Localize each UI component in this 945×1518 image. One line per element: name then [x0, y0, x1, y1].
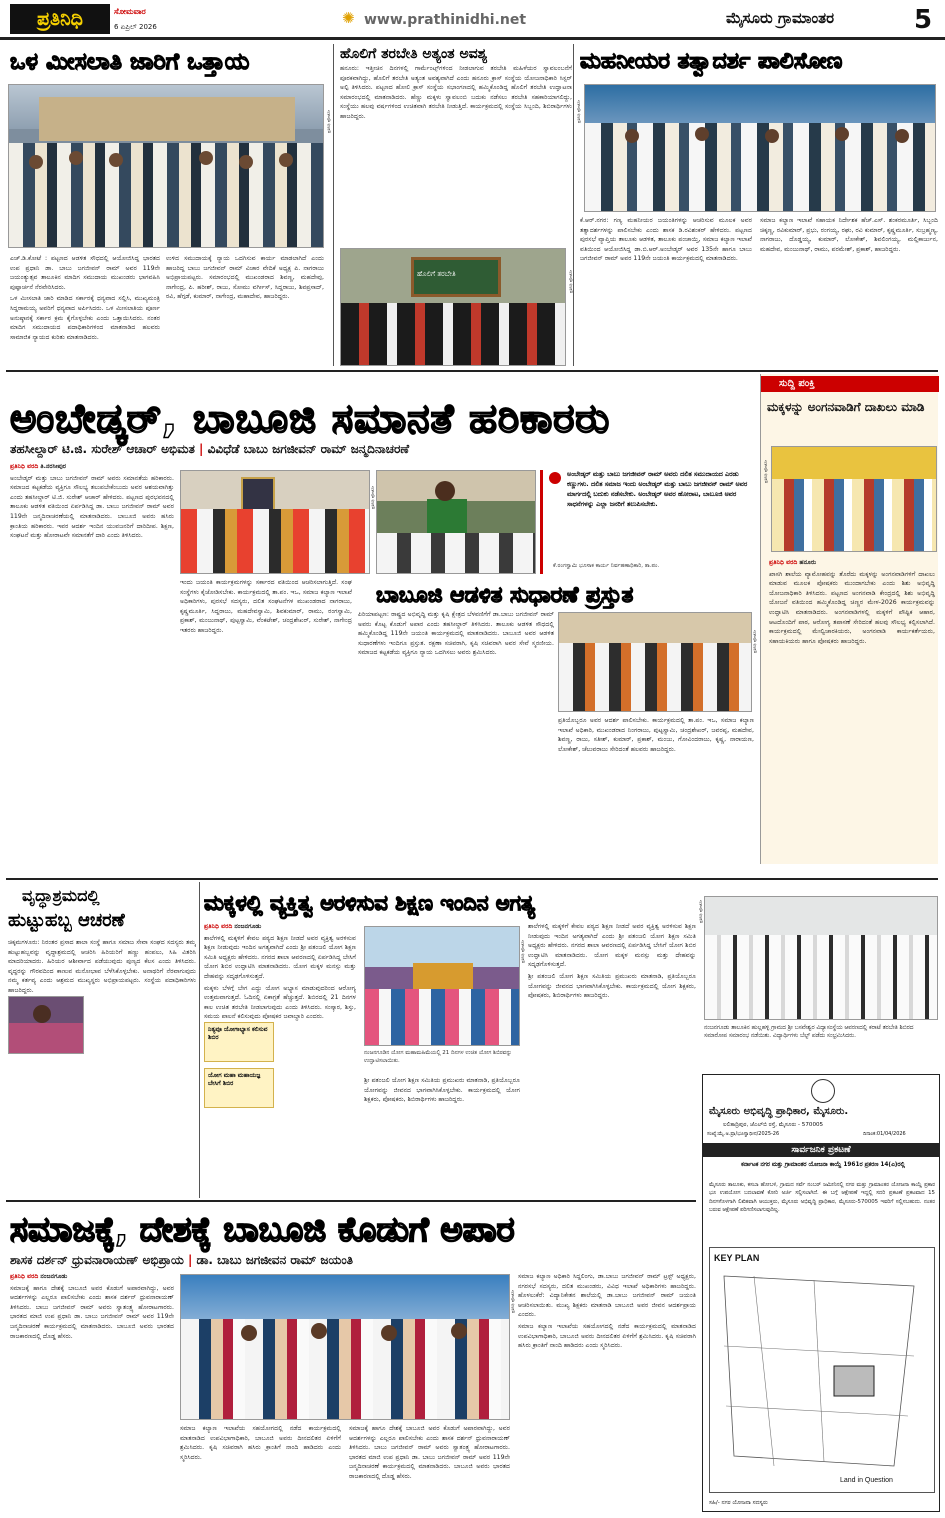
- sidebar: [760, 374, 938, 864]
- lead-headline: ಅಂಬೇಡ್ಕರ್, ಬಾಬೂಜಿ ಸಮಾನತೆ ಹರಿಕಾರರು: [10, 396, 611, 442]
- story9-subhead: [10, 1252, 696, 1269]
- sidebar-title: ಮಕ್ಕಳನ್ನು ಅಂಗನವಾಡಿಗೆ ದಾಖಲು ಮಾಡಿ: [767, 400, 925, 414]
- story7-body-c: ಶ್ರೀ ಪತಂಜಲಿ ಯೋಗ ಶಿಕ್ಷಣ ಸಮಿತಿಯ ಪ್ರಮುಖರು ಮಾತನಾಡಿ, ಪ್ರತಿಯೊಬ್ಬರೂ ಯೋಗವನ್ನು ಜೀವನದ ಭಾಗವಾಗಿಸಿಕೊಳ್ಳಬೇಕು. ಕಾರ್ಯಕ್ರಮದಲ್ಲಿ ಯೋಗ ಶಿಕ್ಷಕರು, ಪೋಷಕರು, ಶಿಬಿರಾರ್ಥಿಗಳು ಹಾಜರಿದ್ದರು.: [364, 1077, 520, 1104]
- masthead-day: ಸೋಮವಾರ: [114, 7, 146, 16]
- section-divider: [6, 370, 938, 372]
- column-divider: [333, 44, 334, 366]
- story9-subhead-right: ಡಾ. ಬಾಬು ಜಗಜೀವನ ರಾಮ್ ಜಯಂತಿ: [196, 1253, 353, 1267]
- lead-photo-left: [180, 470, 370, 574]
- map-road: [814, 1280, 824, 1462]
- story7-body-d: ಶಾಲೆಗಳಲ್ಲಿ ಮಕ್ಕಳಿಗೆ ಕೇವಲ ಪಠ್ಯದ ಶಿಕ್ಷಣ ನೀಡದೆ ಅವರ ವ್ಯಕ್ತಿತ್ವ ಅರಳಿಸುವ ಶಿಕ್ಷಣ ನೀಡುವುದು ಇಂದಿನ ಅಗತ್ಯವಾಗಿದೆ ಎಂದು ಶ್ರೀ ಪತಂಜಲಿ ಯೋಗ ಶಿಕ್ಷಣ ಸಮಿತಿ ಅಧ್ಯಕ್ಷರು ಹೇಳಿದರು. ನಗರದ ಶಾಲಾ ಆವರಣದಲ್ಲಿ ಏರ್ಪಡಿಸಿದ್ದ ಬೇಸಿಗೆ ಯೋಗ ಶಿಬಿರ ಉದ್ಘಾಟಿಸಿ ಮಾತನಾಡಿದರು. ಯೋಗ ಮಕ್ಕಳ ಮನಸ್ಸು ಮತ್ತು ದೇಹವನ್ನು ಸದೃಢಗೊಳಿಸುತ್ತದೆ. ಶ್ರೀ ಪತಂಜಲಿ ಯೋಗ ಶಿಕ್ಷಣ ಸಮಿತಿಯ ಪ್ರಮುಖರು ಮಾತನಾಡಿ, ಪ್ರತಿಯೊಬ್ಬರೂ ಯೋಗವನ್ನು ಜೀವನದ ಭಾಗವಾಗಿಸಿಕೊಳ್ಳಬೇಕು. ಕಾರ್ಯಕ್ರಮದಲ್ಲಿ ಯೋಗ ಶಿಕ್ಷಕರು, ಪೋಷಕರು, ಶಿಬಿರಾರ್ಥಿಗಳು ಹಾಜರಿದ್ದರು.: [528, 923, 696, 1000]
- masthead-site-link[interactable]: www.prathinidhi.net: [364, 12, 527, 28]
- story7-photo-credit: ಪ್ರತಿನಿಧಿ ಫೋಟೋ: [520, 940, 525, 964]
- lead-body-a: ಪ್ರತಿನಿಧಿ ವರದಿ ತಿ.ನರಸೀಪುರ ಅಂಬೇಡ್ಕರ್ ಮತ್ತು ಬಾಬು ಜಗಜೀವನ್ ರಾಮ್ ಅವರು ಸಮಾನತೆಯ ಹರಿಕಾರರು. ಸಮಾಜದ ಕಟ್ಟಕಡೆಯ ವ್ಯಕ್ತಿಗೂ ಸೌಲಭ್ಯ ತಲುಪಬೇಕೆಂಬುದು ಅವರ ಆಶಯವಾಗಿತ್ತು ಎಂದು ತಹಸೀಲ್ದಾರ್ ಟಿ.ಜಿ. ಸುರೇಶ್ ಆಚಾರ್ ಹೇಳಿದರು. ಪಟ್ಟಣದ ಪುರಭವನದಲ್ಲಿ ತಾಲೂಕು ಆಡಳಿತ ವತಿಯಿಂದ ಏರ್ಪಡಿಸಿದ್ದ ಡಾ. ಬಾಬು ಜಗಜೀವನ್ ರಾಮ್ ಅವರ 119ನೇ ಜನ್ಮದಿನಾಚರಣೆಯಲ್ಲಿ ಮಾತನಾಡಿದರು. ಬಾಬೂಜಿ ಅವರು ಹಸಿರು ಕ್ರಾಂತಿಯ ಹರಿಕಾರರು. ಇವರ ಆದರ್ಶ ಇಂದಿನ ಯುವಜನರಿಗೆ ದಾರಿದೀಪ. ಶಿಕ್ಷಣ, ಸಂಘಟನೆ ಮತ್ತು ಹೋರಾಟವೇ ಸಮಾನತೆಗೆ ದಾರಿ ಎಂದು ತಿಳಿಸಿದರು.: [10, 463, 174, 540]
- lead-place: ತಿ.ನರಸೀಪುರ: [40, 463, 67, 470]
- lead-body-b: ಇಂದು ಜಯಂತಿ ಕಾರ್ಯಕ್ರಮಗಳನ್ನು ಸರ್ಕಾರದ ವತಿಯಿಂದ ಆಚರಿಸಲಾಗುತ್ತಿದೆ. ಸಂಘ ಸಂಸ್ಥೆಗಳು ಕೈಜೋಡಿಸಬೇಕು. ಕಾರ್ಯಕ್ರಮದಲ್ಲಿ ತಾ.ಪಂ. ಇಒ, ಸಮಾಜ ಕಲ್ಯಾಣ ಇಲಾಖೆ ಅಧಿಕಾರಿಗಳು, ಪುರಸಭೆ ಸದಸ್ಯರು, ದಲಿತ ಸಂಘಟನೆಗಳ ಮುಖಂಡರಾದ ನಾಗರಾಜು, ಕೃಷ್ಣಮೂರ್ತಿ, ಸಿದ್ದರಾಜು, ಮಹದೇವಸ್ವಾಮಿ, ಶಿವಕುಮಾರ್, ರಾಮು, ರಂಗಸ್ವಾಮಿ, ಪ್ರಕಾಶ್, ಮಂಜುನಾಥ್, ಪುಟ್ಟಸ್ವಾಮಿ, ವೆಂಕಟೇಶ್, ಚಂದ್ರಶೇಖರ್, ಸುರೇಶ್, ನಾಗೇಂದ್ರ ಇತರರು ಹಾಜರಿದ್ದರು.: [180, 579, 352, 635]
- lead-quote-attribution: ಕೆ.ರಂಗಸ್ವಾಮಿ ಭೂಸಾಕ ಕಾರ್ಯ ನಿರ್ವಹಣಾಧಿಕಾರಿ, ತಾ.ಪಂ.: [553, 563, 660, 569]
- story6-body: ಚಿಕ್ಕಮಗಳೂರು: ನಿರಂತರ ಪ್ರಸಾದ ಶಾಲಾ ಸಂಸ್ಥೆ ಹಾಗೂ ಸಮಾಜ ಸೇವಾ ಸಂಘದ ಸದಸ್ಯರು ತಮ್ಮ ಹುಟ್ಟುಹಬ್ಬವನ್ನು ವೃದ್ಧಾಶ್ರಮದಲ್ಲಿ ಆಚರಿಸಿ ಹಿರಿಯರಿಗೆ ಹಣ್ಣು ಹಂಪಲು, ಸಿಹಿ ವಿತರಿಸಿ ಮಾದರಿಯಾದರು. ಹಿರಿಯರ ಆಶೀರ್ವಾದ ಪಡೆಯುವುದು ಪುಣ್ಯದ ಕೆಲಸ ಎಂದು ತಿಳಿಸಿದರು. ವೃದ್ಧರನ್ನು ಗೌರವದಿಂದ ಕಾಣುವ ಮನೋಭಾವ ಬೆಳೆಸಿಕೊಳ್ಳಬೇಕು. ಅನಾಥರಿಗೆ ನೆರವಾಗುವುದು ನಮ್ಮ ಕರ್ತವ್ಯ ಎಂದು ಆಶ್ರಮದ ಮುಖ್ಯಸ್ಥರು ಅಭಿಪ್ರಾಯಪಟ್ಟರು. ಸಂಸ್ಥೆಯ ಪದಾಧಿಕಾರಿಗಳು ಹಾಜರಿದ್ದರು.: [8, 939, 196, 995]
- story8-photo: [704, 896, 938, 1020]
- story9-body-b: ಸಮಾಜ ಕಲ್ಯಾಣ ಇಲಾಖೆಯ ಸಹಯೋಗದಲ್ಲಿ ನಡೆದ ಕಾರ್ಯಕ್ರಮದಲ್ಲಿ ಮಾತನಾಡಿದ ಉಪವಿಭಾಗಾಧಿಕಾರಿ, ಬಾಬೂಜಿ ಅವರು ದೀನದಲಿತರ ಏಳಿಗೆಗೆ ಶ್ರಮಿಸಿದರು. ಕೃಷಿ ಸಚಿವರಾಗಿ ಹಸಿರು ಕ್ರಾಂತಿಗೆ ನಾಂದಿ ಹಾಡಿದರು ಎಂದು ಸ್ಮರಿಸಿದರು. ಸಮಾಜಕ್ಕೆ ಹಾಗೂ ದೇಶಕ್ಕೆ ಬಾಬೂಜಿ ಅವರ ಕೊಡುಗೆ ಅಪಾರವಾಗಿದ್ದು, ಅವರ ಆದರ್ಶಗಳನ್ನು ಎಲ್ಲರೂ ಪಾಲಿಸಬೇಕು ಎಂದು ಶಾಸಕ ದರ್ಶನ್ ಧ್ರುವನಾರಾಯಣ್ ತಿಳಿಸಿದರು. ಬಾಬು ಜಗಜೀವನ್ ರಾಮ್ ಅವರು ಸ್ವಾತಂತ್ರ್ಯ ಹೋರಾಟಗಾರರು. ಭಾರತದ ಮಾಜಿ ಉಪ ಪ್ರಧಾನಿ ಡಾ. ಬಾಬು ಜಗಜೀವನ್ ರಾಮ್ ಅವರ 119ನೇ ಜನ್ಮದಿನಾಚರಣೆ ಕಾರ್ಯಕ್ರಮದಲ್ಲಿ ಮಾತನಾಡಿದರು. ಬಾಬೂಜಿ ಅವರು ಭಾರತದ ರಾಜಕಾರಣದಲ್ಲಿ ದೊಡ್ಡ ಹೆಸರು.: [180, 1425, 510, 1481]
- story7-highlight-box-2: ಯೋಗ ಮಹಾ ಮಹಾಯಜ್ಞ ಬೇಸಿಗೆ ಶಿಬಿರ: [204, 1068, 274, 1108]
- land-in-question-label: Land in Question: [840, 1477, 893, 1484]
- story3-body-a: ಕೆ.ಆರ್.ನಗರ: ಗಣ್ಯ ಮಹನೀಯರ ಜಯಂತಿಗಳನ್ನು ಆಚರಿಸುವ ಮೂಲಕ ಅವರ ತತ್ವಾದರ್ಶಗಳನ್ನು ಪಾಲಿಸಬೇಕು ಎಂದು ಶಾಸಕ ಡಿ.ರವಿಶಂಕರ್ ಹೇಳಿದರು. ಪಟ್ಟಣದ ಪುರಸಭೆ ವ್ಯಾಪ್ತಿಯ ತಾಲೂಕು ಆಡಳಿತ, ತಾಲೂಕು ಪಂಚಾಯ್ತಿ, ಸಮಾಜ ಕಲ್ಯಾಣ ಇಲಾಖೆ ವತಿಯಿಂದ ಆಯೋಜಿಸಿದ್ದ ಡಾ.ಬಿ.ಆರ್.ಅಂಬೇಡ್ಕರ್ ಅವರ 135ನೇ ಹಾಗೂ ಬಾಬು ಜಗಜೀವನ್ ರಾಮ್ ಅವರ 119ನೇ ಜಯಂತಿ ಕಾರ್ಯಕ್ರಮದಲ್ಲಿ ಮಾತನಾಡಿದರು.: [580, 217, 752, 263]
- story1-photo-credit: ಪ್ರತಿನಿಧಿ ಫೋಟೋ: [326, 110, 331, 134]
- story7-highlight-box-1: ನಿತ್ಯವೂ ಯೋಗಾಭ್ಯಾಸ ಕಲಿಸುವ ಶಿಬಿರ: [204, 1022, 274, 1062]
- sidebar-header: ಸುದ್ದಿ ಪಂಕ್ತಿ: [761, 376, 939, 392]
- land-in-question-marker: [834, 1366, 874, 1396]
- story5-body-a: ಪಿರಿಯಾಪಟ್ಟಣ: ರಾಷ್ಟ್ರದ ಅಭಿವೃದ್ಧಿ ಮತ್ತು ಕೃಷಿ ಕ್ಷೇತ್ರದ ಬೆಳವಣಿಗೆಗೆ ಡಾ.ಬಾಬು ಜಗಜೀವನ್ ರಾಮ್ ಅವರು ಕೊಟ್ಟ ಕೊಡುಗೆ ಅಪಾರ ಎಂದು ತಹಸೀಲ್ದಾರ್ ತಿಳಿಸಿದರು. ತಾಲೂಕು ಆಡಳಿತ ಸೌಧದಲ್ಲಿ ಹಮ್ಮಿಕೊಂಡಿದ್ದ 119ನೇ ಜಯಂತಿ ಕಾರ್ಯಕ್ರಮದಲ್ಲಿ ಮಾತನಾಡಿದರು. ಬಾಬೂಜಿ ಅವರ ಆಡಳಿತ ಸುಧಾರಣೆಗಳು ಇಂದಿಗೂ ಪ್ರಸ್ತುತ. ರಕ್ಷಣಾ ಸಚಿವರಾಗಿ, ಕೃಷಿ ಸಚಿವರಾಗಿ ಅವರ ಸೇವೆ ಸ್ಮರಣೀಯ. ಸಮಾಜದ ಕಟ್ಟಕಡೆಯ ವ್ಯಕ್ತಿಗೂ ನ್ಯಾಯ ಒದಗಿಸಲು ಅವರು ಶ್ರಮಿಸಿದರು.: [358, 611, 554, 657]
- lead-quote-text: ಅಂಬೇಡ್ಕರ್ ಮತ್ತು ಬಾಬು ಜಗಜೀವನ್ ರಾಮ್ ಅವರು ದಲಿತ ಸಮುದಾಯದ ಎರಡು ಕಣ್ಣುಗಳು. ದಲಿತ ಸಮಾಜ ಇಂದು ಅಂಬೇಡ್ಕರ್ ಮತ್ತು ಬಾಬು ಜಗಜೀವನ್ ರಾಮ್ ಅವರ ಮಾರ್ಗದಲ್ಲಿ ಬದುಕು ನಡೆಸಬೇಕು. ಅಂಬೇಡ್ಕರ್ ಅವರ ಹೋರಾಟ, ಬಾಬೂಜಿ ಅವರ ಸಾಧನೆಗಳನ್ನು ಎಲ್ಲಾ ಜನರಿಗೆ ತಲುಪಿಸಬೇಕು.: [567, 470, 748, 508]
- notice-body: ಮೈಸೂರು ತಾಲೂಕು, ಕಸಬಾ ಹೋಬಳಿ, ಗ್ರಾಮದ ಸರ್ವೆ ನಂಬರ್ ಜಮೀನಿನಲ್ಲಿ ನಗರ ಮತ್ತು ಗ್ರಾಮಾಂತರ ಯೋಜನಾ ಕಾಯ್ದೆ ಪ್ರಕಾರ ಭೂ ಉಪಯೋಗ ಬದಲಾವಣೆ ಕೋರಿ ಅರ್ಜಿ ಸಲ್ಲಿಸಲಾಗಿದೆ. ಈ ಬಗ್ಗೆ ಆಕ್ಷೇಪಣೆ ಇದ್ದಲ್ಲಿ ಸದರಿ ಪ್ರಕಟಣೆ ಪ್ರಕಟವಾದ 15 ದಿನಗಳೊಳಗಾಗಿ ಲಿಖಿತವಾಗಿ ಆಯುಕ್ತರು, ಮೈಸೂರು ಅಭಿವೃದ್ಧಿ ಪ್ರಾಧಿಕಾರ, ಮೈಸೂರು-570005 ಇವರಿಗೆ ಸಲ್ಲಿಸಬಹುದು. ನಂತರ ಬರುವ ಆಕ್ಷೇಪಣೆ ಪರಿಗಣಿಸಲಾಗುವುದಿಲ್ಲ.: [709, 1182, 935, 1214]
- masthead-date: 6 ಏಪ್ರಿಲ್ 2026: [114, 23, 157, 31]
- column-divider: [199, 882, 200, 1198]
- notice-signature: ಸಹಿ/- ನಗರ ಯೋಜನಾ ಸದಸ್ಯರು: [709, 1500, 768, 1506]
- story5-photo: [558, 612, 752, 712]
- story9-body-a: ಪ್ರತಿನಿಧಿ ವರದಿ ನಂಜನಗೂಡು ಸಮಾಜಕ್ಕೆ ಹಾಗೂ ದೇಶಕ್ಕೆ ಬಾಬೂಜಿ ಅವರ ಕೊಡುಗೆ ಅಪಾರವಾಗಿದ್ದು, ಅವರ ಆದರ್ಶಗಳನ್ನು ಎಲ್ಲರೂ ಪಾಲಿಸಬೇಕು ಎಂದು ಶಾಸಕ ದರ್ಶನ್ ಧ್ರುವನಾರಾಯಣ್ ತಿಳಿಸಿದರು. ಬಾಬು ಜಗಜೀವನ್ ರಾಮ್ ಅವರು ಸ್ವಾತಂತ್ರ್ಯ ಹೋರಾಟಗಾರರು. ಭಾರತದ ಮಾಜಿ ಉಪ ಪ್ರಧಾನಿ ಡಾ. ಬಾಬು ಜಗಜೀವನ್ ರಾಮ್ ಅವರ 119ನೇ ಜನ್ಮದಿನಾಚರಣೆ ಕಾರ್ಯಕ್ರಮದಲ್ಲಿ ಮಾತನಾಡಿದರು. ಬಾಬೂಜಿ ಅವರು ಭಾರತದ ರಾಜಕಾರಣದಲ್ಲಿ ದೊಡ್ಡ ಹೆಸರು.: [10, 1273, 174, 1340]
- story9-subhead-left: ಶಾಸಕ ದರ್ಶನ್ ಧ್ರುವನಾರಾಯಣ್ ಅಭಿಪ್ರಾಯ: [10, 1253, 184, 1267]
- story2-headline: ಹೊಲಿಗೆ ತರಬೇತಿ ಅತ್ಯಂತ ಅವಶ್ಯ: [340, 46, 488, 62]
- sidebar-body: ಪ್ರತಿನಿಧಿ ವರದಿ ಹನೂರು ಖಾಸಗಿ ಶಾಲೆಯ ವ್ಯಾಮೋಹವನ್ನು ತೊರೆದು ಮಕ್ಕಳನ್ನು ಅಂಗನವಾಡಿಗಳಿಗೆ ದಾಖಲು ಮಾಡುವ ಮೂಲಕ ಪೋಷಕರು ಮುಂದಾಗಬೇಕು ಎಂದು ಶಿಶು ಅಭಿವೃದ್ಧಿ ಯೋಜನಾಧಿಕಾರಿ ತಿಳಿಸಿದರು. ಪಟ್ಟಣದ ಅಂಗನವಾಡಿ ಕೇಂದ್ರದಲ್ಲಿ ಶಿಶು ಅಭಿವೃದ್ಧಿ ಯೋಜನೆ ವತಿಯಿಂದ ಹಮ್ಮಿಕೊಂಡಿದ್ದ ಚಿಣ್ಣರ ಮೇಳ-2026 ಕಾರ್ಯಕ್ರಮವನ್ನು ಉದ್ಘಾಟಿಸಿ ಮಾತನಾಡಿದರು. ಅಂಗನವಾಡಿಗಳಲ್ಲಿ ಮಕ್ಕಳಿಗೆ ಪೌಷ್ಟಿಕ ಆಹಾರ, ಆಟದೊಂದಿಗೆ ಪಾಠ, ಆರೋಗ್ಯ ತಪಾಸಣೆ ಸೇರಿದಂತೆ ಹಲವು ಸೌಲಭ್ಯ ಕಲ್ಪಿಸಲಾಗಿದೆ. ಕಾರ್ಯಕ್ರಮದಲ್ಲಿ ಮೇಲ್ವಿಚಾರಕಿಯರು, ಅಂಗನವಾಡಿ ಕಾರ್ಯಕರ್ತೆಯರು, ಸಹಾಯಕಿಯರು ಹಾಗೂ ಪೋಷಕರು ಹಾಜರಿದ್ದರು.: [769, 559, 935, 645]
- story2-body: ಹನೂರು: ಇತ್ತೀಚಿನ ದಿನಗಳಲ್ಲಿ ಗಾರ್ಮೆಂಟ್ಸ್‌ಗಳಿಂದ ನೀಡಲಾಗುವ ತರಬೇತಿ ಮಹಿಳೆಯರ ಸ್ವಾವಲಂಬನೆಗೆ ಪೂರಕವಾಗಿದ್ದು, ಹೊಲಿಗೆ ತರಬೇತಿ ಅತ್ಯಂತ ಅವಶ್ಯವಾಗಿದೆ ಎಂದು ಹನೂರು ಕ್ರಾಸ್ ಸಂಸ್ಥೆಯ ಯೋಜನಾಧಿಕಾರಿ ಸಿಸ್ಟರ್ ಅಲ್ಫಿ ತಿಳಿಸಿದರು. ಪಟ್ಟಣದ ಹೋಲಿ ಕ್ರಾಸ್ ಸಂಸ್ಥೆಯ ಸಭಾಂಗಣದಲ್ಲಿ ಹಮ್ಮಿಕೊಂಡಿದ್ದ ಹೊಲಿಗೆ ತರಬೇತಿ ಉದ್ಘಾಟನಾ ಸಮಾರಂಭದಲ್ಲಿ ಮಾತನಾಡಿದರು. ಹೆಣ್ಣು ಮಕ್ಕಳು ಸ್ವಾವಲಂಬಿ ಬದುಕು ನಡೆಸಲು ತರಬೇತಿ ಸಹಕಾರಿಯಾಗಲಿದ್ದು, ಸಂಸ್ಥೆಯು ಹಲವು ವರ್ಷಗಳಿಂದ ಉಚಿತವಾಗಿ ತರಬೇತಿ ನೀಡುತ್ತಿದೆ. ಕಾರ್ಯಕ್ರಮದಲ್ಲಿ ಸಂಸ್ಥೆಯ ಸಿಬ್ಬಂದಿ, ಶಿಬಿರಾರ್ಥಿಗಳು ಹಾಜರಿದ್ದರು.: [340, 65, 572, 121]
- story9-place: ನಂಜನಗೂಡು: [40, 1273, 68, 1280]
- section-divider: [6, 878, 938, 880]
- story3-headline: ಮಹನೀಯರ ತತ್ವಾದರ್ಶ ಪಾಲಿಸೋಣ: [580, 49, 843, 74]
- lead-byline: ಪ್ರತಿನಿಧಿ ವರದಿ: [10, 463, 39, 470]
- story2-photo: [340, 248, 566, 366]
- quote-icon: [549, 472, 561, 484]
- story7-body-a: ಪ್ರತಿನಿಧಿ ವರದಿ ನಂಜನಗೂಡು ಶಾಲೆಗಳಲ್ಲಿ ಮಕ್ಕಳಿಗೆ ಕೇವಲ ಪಠ್ಯದ ಶಿಕ್ಷಣ ನೀಡದೆ ಅವರ ವ್ಯಕ್ತಿತ್ವ ಅರಳಿಸುವ ಶಿಕ್ಷಣ ನೀಡುವುದು ಇಂದಿನ ಅಗತ್ಯವಾಗಿದೆ ಎಂದು ಶ್ರೀ ಪತಂಜಲಿ ಯೋಗ ಶಿಕ್ಷಣ ಸಮಿತಿ ಅಧ್ಯಕ್ಷರು ಹೇಳಿದರು. ನಗರದ ಶಾಲಾ ಆವರಣದಲ್ಲಿ ಏರ್ಪಡಿಸಿದ್ದ ಬೇಸಿಗೆ ಯೋಗ ಶಿಬಿರ ಉದ್ಘಾಟಿಸಿ ಮಾತನಾಡಿದರು. ಯೋಗ ಮಕ್ಕಳ ಮನಸ್ಸು ಮತ್ತು ದೇಹವನ್ನು ಸದೃಢಗೊಳಿಸುತ್ತದೆ. ಮಕ್ಕಳು ಬೆಳಗ್ಗೆ ಬೇಗ ಎದ್ದು ಯೋಗ ಅಭ್ಯಾಸ ಮಾಡುವುದರಿಂದ ಆರೋಗ್ಯ ಉತ್ತಮವಾಗುತ್ತದೆ. ಓದಿನಲ್ಲಿ ಏಕಾಗ್ರತೆ ಹೆಚ್ಚುತ್ತದೆ. ಶಿಬಿರದಲ್ಲಿ 21 ದಿನಗಳ ಕಾಲ ಉಚಿತ ತರಬೇತಿ ನೀಡಲಾಗುವುದು ಎಂದು ತಿಳಿಸಿದರು. ಸಂಸ್ಕಾರ, ಶಿಸ್ತು, ಸಮಯ ಪಾಲನೆ ಕಲಿಸುವುದು ಪೋಷಕರ ಜವಾಬ್ದಾರಿ ಎಂದರು.: [204, 923, 356, 1021]
- story3-photo: [584, 84, 936, 212]
- story3-body-b: ಸಮಾಜ ಕಲ್ಯಾಣ ಇಲಾಖೆ ಸಹಾಯಕ ನಿರ್ದೇಶಕ ಹೆಚ್.ಎಸ್. ಶಂಕರಮೂರ್ತಿ, ಸಿಬ್ಬಂದಿ ಚಿಕ್ಕಣ್ಣ, ರವಿಕುಮಾರ್, ಪ್ರಭು, ರಂಗಯ್ಯ, ರಘು, ರವಿ ಕುಮಾರ್, ಕೃಷ್ಣಮೂರ್ತಿ, ಸುಬ್ರಹ್ಮಣ್ಯ, ನಾಗರಾಜು, ದೊಡ್ಡಯ್ಯ, ಕುಮಾರ್, ಲೋಕೇಶ್, ಶಿವಲಿಂಗಯ್ಯ, ಮಲ್ಲಿಕಾರ್ಜುನ, ಮಹದೇವ, ಮಂಜುನಾಥ್, ರಾಮು, ಪರಮೇಶ್, ಪ್ರಕಾಶ್, ಹಾಜರಿದ್ದರು.: [760, 217, 938, 253]
- story7-byline: ಪ್ರತಿನಿಧಿ ವರದಿ: [204, 923, 233, 930]
- story9-photo-credit: ಪ್ರತಿನಿಧಿ ಫೋಟೋ: [510, 1290, 515, 1314]
- lead-subhead-left: ತಹಸೀಲ್ದಾರ್ ಟಿ.ಜಿ. ಸುರೇಶ್ ಆಚಾರ್ ಅಭಿಮತ: [10, 442, 195, 456]
- subhead-separator: |: [199, 442, 208, 456]
- lead-subhead-right: ವಿವಿಧೆಡೆ ಬಾಬು ಜಗಜೀವನ್ ರಾಮ್ ಜನ್ಮದಿನಾಚರಣೆ: [207, 442, 410, 456]
- notice-emblem: [811, 1079, 835, 1103]
- lead-photo-right: [376, 470, 536, 574]
- notice-reference: ಸಂಖ್ಯೆ:ಮೈ.ಅ.ಪ್ರಾ/ಭೂಸ್ವಾಧೀನ/2025-26: [707, 1131, 780, 1137]
- story2-photo-credit: ಪ್ರತಿನಿಧಿ ಫೋಟೋ: [568, 270, 573, 294]
- story1-body-a: ಎಚ್.ಡಿ.ಕೋಟೆ : ಪಟ್ಟಣದ ಆಡಳಿತ ಸೌಧದಲ್ಲಿ ಆಯೋಜಿಸಿದ್ದ ಭಾರತದ ಉಪ ಪ್ರಧಾನಿ ಡಾ. ಬಾಬು ಜಗಜೀವನ್ ರಾಮ್ ಅವರ 119ನೇ ಜಯಂತ್ಯುತ್ಸವ ತಾಲೂಕಿನ ಮಾದಿಗ ಸಮುದಾಯ ಮುಖಂಡರು ಭಾಗವಹಿಸಿ ಪುಷ್ಪಾರ್ಚನೆ ನೆರವೇರಿಸಿದರು. ಒಳ ಮೀಸಲಾತಿ ಜಾರಿ ಮಾಡಿದ ಸರ್ಕಾರಕ್ಕೆ ಧನ್ಯವಾದ ಸಲ್ಲಿಸಿ, ಮುಖ್ಯಮಂತ್ರಿ ಸಿದ್ದರಾಮಯ್ಯ ಅವರಿಗೆ ಧನ್ಯವಾದ ಅರ್ಪಿಸಿದರು. ಒಳ ಮೀಸಲಾತಿಯ ಪೂರ್ಣ ಅನುಷ್ಠಾನಕ್ಕೆ ಸರ್ಕಾರ ಕ್ರಮ ಕೈಗೊಳ್ಳಬೇಕು ಎಂದು ಒತ್ತಾಯಿಸಿದರು. ನಂತರ ಮಾದಿಗ ಸಮುದಾಯದ ಪದಾಧಿಕಾರಿಗಳಿಂದ ಮಾತನಾಡಿದ ಹಲವರು ಸಾಮಾಜಿಕ ನ್ಯಾಯದ ಕುರಿತು ಮಾತನಾಡಿದರು.: [10, 255, 160, 341]
- story6-headline-line1: ವೃದ್ಧಾಶ್ರಮದಲ್ಲಿ: [22, 886, 100, 905]
- notice-date: ದಿನಾಂಕ:01/04/2026: [863, 1131, 906, 1137]
- story7-place: ನಂಜನಗೂಡು: [234, 923, 262, 930]
- notice-address: ಲಲಿತಾದ್ರಿಪುರ, ಜೆಎಲ್‌ಬಿ ರಸ್ತೆ, ಮೈಸೂರು - 570005: [723, 1122, 824, 1128]
- story9-headline: ಸಮಾಜಕ್ಕೆ, ದೇಶಕ್ಕೆ ಬಾಬೂಜಿ ಕೊಡುಗೆ ಅಪಾರ: [10, 1210, 515, 1250]
- masthead-section: ಮೈಸೂರು ಗ್ರಾಮಾಂತರ: [726, 9, 835, 27]
- story9-body-c: ಸಮಾಜ ಕಲ್ಯಾಣ ಅಧಿಕಾರಿ ಸಿದ್ದಲಿಂಗು, ಡಾ.ಬಾಬು ಜಗಜೀವನ್ ರಾಮ್ ಟ್ರಸ್ಟ್ ಅಧ್ಯಕ್ಷರು, ನಗರಸಭೆ ಸದಸ್ಯರು, ದಲಿತ ಮುಖಂಡರು, ವಿವಿಧ ಇಲಾಖೆ ಅಧಿಕಾರಿಗಳು ಹಾಜರಿದ್ದರು. ಹೊಳಲುಕೆರೆ: ವಿದ್ಯಾನಿಕೇತನ ಶಾಲೆಯಲ್ಲಿ ಡಾ.ಬಾಬು ಜಗಜೀವನ್ ರಾಮ್ ಜಯಂತಿ ಆಚರಿಸಲಾಯಿತು. ಮುಖ್ಯ ಶಿಕ್ಷಕರು ಮಾತನಾಡಿ ಬಾಬೂಜಿ ಅವರ ಜೀವನ ಆದರ್ಶಪ್ರಾಯ ಎಂದರು. ಸಮಾಜ ಕಲ್ಯಾಣ ಇಲಾಖೆಯ ಸಹಯೋಗದಲ್ಲಿ ನಡೆದ ಕಾರ್ಯಕ್ರಮದಲ್ಲಿ ಮಾತನಾಡಿದ ಉಪವಿಭಾಗಾಧಿಕಾರಿ, ಬಾಬೂಜಿ ಅವರು ದೀನದಲಿತರ ಏಳಿಗೆಗೆ ಶ್ರಮಿಸಿದರು. ಕೃಷಿ ಸಚಿವರಾಗಿ ಹಸಿರು ಕ್ರಾಂತಿಗೆ ನಾಂದಿ ಹಾಡಿದರು ಎಂದು ಸ್ಮರಿಸಿದರು.: [518, 1273, 696, 1350]
- notice-authority: ಮೈಸೂರು ಅಭಿವೃದ್ಧಿ ಪ್ರಾಧಿಕಾರ, ಮೈಸೂರು.: [709, 1106, 849, 1117]
- subhead-separator: |: [187, 1253, 197, 1267]
- story5-body-b: ಪ್ರತಿಯೊಬ್ಬರೂ ಅವರ ಆದರ್ಶ ಪಾಲಿಸಬೇಕು. ಕಾರ್ಯಕ್ರಮದಲ್ಲಿ ತಾ.ಪಂ. ಇಒ, ಸಮಾಜ ಕಲ್ಯಾಣ ಇಲಾಖೆ ಅಧಿಕಾರಿ, ಮುಖಂಡರಾದ ನಿಂಗರಾಜು, ಪುಟ್ಟಸ್ವಾಮಿ, ಚಂದ್ರಶೇಖರ್, ಜವರಪ್ಪ, ಮಹದೇವ, ಶಿವಣ್ಣ, ರಾಜು, ಸತೀಶ್, ಕುಮಾರ್, ಪ್ರಕಾಶ್, ಮಂಜು, ಗೋವಿಂದರಾಜು, ಕೃಷ್ಣ, ನಾರಾಯಣ, ಲೋಕೇಶ್, ಚೆಲುವರಾಜು ಸೇರಿದಂತೆ ಹಲವರು ಹಾಜರಿದ್ದರು.: [558, 717, 754, 753]
- story9-photo: [180, 1274, 510, 1420]
- masthead-page-number: 5: [914, 5, 933, 35]
- key-plan-label: KEY PLAN: [714, 1253, 760, 1263]
- notice-subtitle: ಕರ್ನಾಟಕ ನಗರ ಮತ್ತು ಗ್ರಾಮಾಂತರ ಯೋಜನಾ ಕಾಯ್ದೆ 1961ರ ಪ್ರಕರಣ 14(ಎ)ರಲ್ಲಿ: [741, 1162, 905, 1168]
- key-plan-map: [714, 1266, 930, 1476]
- notice-title: ಸಾರ್ವಜನಿಕ ಪ್ರಕಟಣೆ: [703, 1143, 939, 1157]
- story5-photo-credit: ಪ್ರತಿನಿಧಿ ಫೋಟೋ: [752, 630, 757, 654]
- story7-headline: ಮಕ್ಕಳಲ್ಲಿ ವ್ಯಕ್ತಿತ್ವ ಅರಳಿಸುವ ಶಿಕ್ಷಣ ಇಂದಿನ ಅಗತ್ಯ: [204, 891, 536, 915]
- story6-photo: [8, 996, 84, 1054]
- sidebar-photo-credit: ಪ್ರತಿನಿಧಿ ಫೋಟೋ: [763, 460, 768, 484]
- section-divider: [6, 1200, 696, 1202]
- map-road: [754, 1276, 774, 1466]
- story9-byline: ಪ್ರತಿನಿಧಿ ವರದಿ: [10, 1273, 39, 1280]
- sidebar-byline: ಪ್ರತಿನಿಧಿ ವರದಿ: [769, 559, 798, 566]
- masthead-logo: ಪ್ರತಿನಿಧಿ: [10, 4, 110, 34]
- lead-photo-credit: ಪ್ರತಿನಿಧಿ ಫೋಟೋ: [370, 486, 375, 510]
- notice-key-plan: [709, 1247, 935, 1493]
- story7-photo: [364, 926, 520, 1046]
- sun-icon: ✺: [342, 9, 355, 27]
- masthead: [0, 0, 945, 40]
- public-notice: [702, 1074, 940, 1512]
- sidebar-place: ಹನೂರು: [799, 559, 817, 566]
- story1-body-b: ಉಳಿದ ಸಮುದಾಯಕ್ಕೆ ನ್ಯಾಯ ಒದಗಿಸುವ ಕಾರ್ಯ ಮಾಡಲಾಗಿದೆ ಎಂದು ಹಾಜರಿದ್ದ ಬಾಬು ಜಗಜೀವನ್ ರಾಮ್ ವಿಚಾರ ವೇದಿಕೆ ಅಧ್ಯಕ್ಷ ಪಿ. ನಾಗರಾಜು ಅಭಿಪ್ರಾಯಪಟ್ಟರು. ಸಮಾರಂಭದಲ್ಲಿ ಮುಖಂಡರಾದ ಶಿವಣ್ಣ, ಮಹದೇವು, ನಾಗೇಂದ್ರ, ಪಿ. ಹರೀಶ್, ರಾಜು, ಸೋಮು ವರ್ಗೀಸ್, ಸಿದ್ದರಾಜು, ಶಿವಪ್ರಸಾದ್, ರವಿ, ಹೆಗ್ಗಡೆ, ಕುಮಾರ್, ನಾಗೇಂದ್ರ, ಮಹಾದೇವ, ಹಾಜರಿದ್ದರು.: [166, 255, 324, 301]
- story2-photo-banner: ಹೊಲಿಗೆ ತರಬೇತಿ: [417, 270, 456, 278]
- story5-headline: ಬಾಬೂಜಿ ಆಡಳಿತ ಸುಧಾರಣೆ ಪ್ರಸ್ತುತ: [376, 583, 634, 608]
- column-divider: [573, 44, 574, 366]
- sidebar-photo: [771, 446, 937, 552]
- story6-headline-line2: ಹುಟ್ಟುಹಬ್ಬ ಆಚರಣೆ: [8, 910, 125, 931]
- story1-headline: ಒಳ ಮೀಸಲಾತಿ ಜಾರಿಗೆ ಒತ್ತಾಯ: [10, 49, 250, 75]
- story7-caption: ನಂಜನಗೂಡಿನ ಯೋಗ ಮಹಾಮಹಿಮೆಯಲ್ಲಿ 21 ದಿನಗಳ ಉಚಿತ ಯೋಗ ಶಿಬಿರವನ್ನು ಉದ್ಘಾಟಿಸಲಾಯಿತು.: [364, 1050, 512, 1064]
- story1-photo: [8, 84, 324, 248]
- story8-photo-credit: ಪ್ರತಿನಿಧಿ ಫೋಟೋ: [698, 900, 703, 924]
- map-road: [726, 1406, 908, 1416]
- lead-quote-box: [540, 470, 754, 574]
- story3-photo-credit: ಪ್ರತಿನಿಧಿ ಫೋಟೋ: [576, 100, 581, 124]
- lead-subhead: [10, 441, 756, 458]
- story8-caption: ನಂಜನಗೂಡು ತಾಲೂಕಿನ ಹುಲ್ಲಹಳ್ಳಿ ಗ್ರಾಮದ ಶ್ರೀ ಬಸವೇಶ್ವರ ವಿದ್ಯಾಸಂಸ್ಥೆಯ ಆವರಣದಲ್ಲಿ ಕರಾಟೆ ತರಬೇತಿ ಶಿಬಿರದ ಸಮಾರೋಪ ಸಮಾರಂಭ ನಡೆಯಿತು. ವಿದ್ಯಾರ್ಥಿಗಳು ಬೆಲ್ಟ್ ಪಡೆದು ಸಂಭ್ರಮಿಸಿದರು.: [704, 1025, 914, 1040]
- map-road: [724, 1346, 914, 1356]
